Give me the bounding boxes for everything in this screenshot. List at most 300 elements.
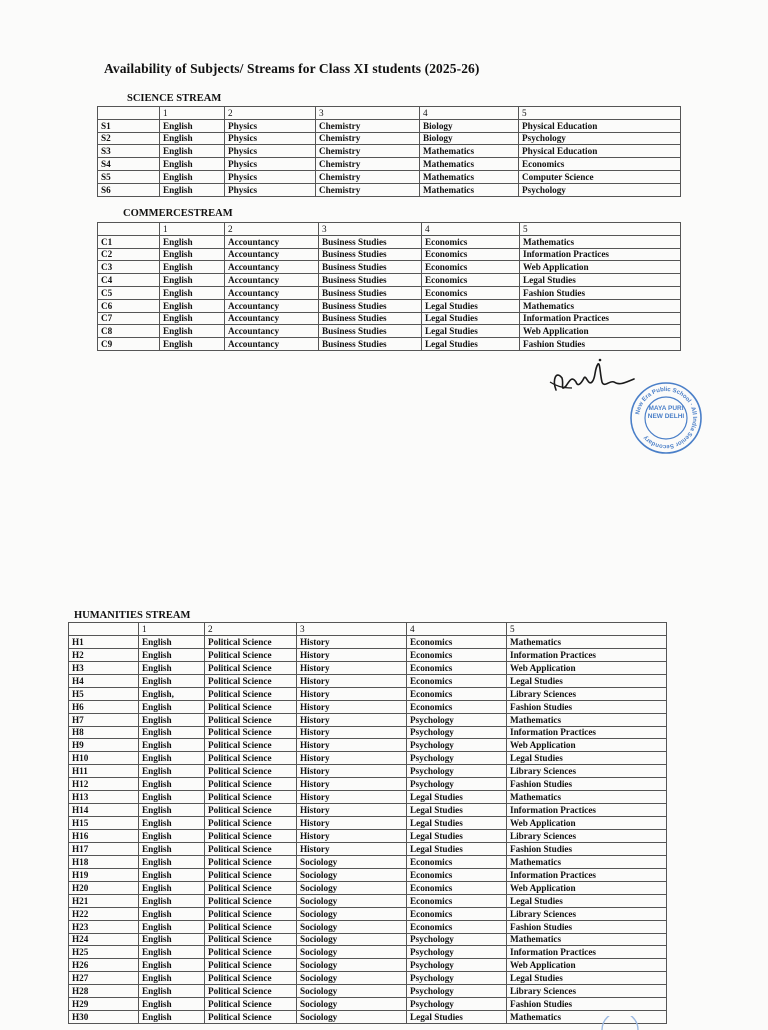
- subject-cell: Web Application: [507, 817, 667, 830]
- table-header-row: [69, 623, 667, 636]
- subject-cell: Web Application: [507, 959, 667, 972]
- subject-cell: Business Studies: [319, 325, 422, 338]
- subject-cell: Mathematics: [507, 791, 667, 804]
- subject-cell: Chemistry: [316, 158, 420, 171]
- table-row: [98, 312, 681, 325]
- subject-cell: Mathematics: [520, 299, 681, 312]
- table-row: [69, 959, 667, 972]
- subject-cell: History: [297, 635, 407, 648]
- column-header: 4: [420, 107, 519, 120]
- subject-cell: English: [160, 119, 225, 132]
- subject-cell: History: [297, 700, 407, 713]
- subject-cell: Library Sciences: [507, 687, 667, 700]
- subject-cell: Political Science: [205, 933, 297, 946]
- subject-cell: English: [139, 946, 205, 959]
- table-row: [98, 235, 681, 248]
- table-row: [69, 674, 667, 687]
- combination-code: H3: [69, 661, 139, 674]
- subject-cell: English: [139, 752, 205, 765]
- combination-code: C1: [98, 235, 160, 248]
- subject-cell: Accountancy: [225, 235, 319, 248]
- table-row: [69, 830, 667, 843]
- subject-cell: English: [160, 338, 225, 351]
- subject-cell: English: [139, 881, 205, 894]
- subject-cell: Accountancy: [225, 248, 319, 261]
- subject-cell: Political Science: [205, 959, 297, 972]
- table-row: [69, 998, 667, 1011]
- subject-cell: Political Science: [205, 907, 297, 920]
- subject-cell: English: [160, 325, 225, 338]
- subject-cell: Political Science: [205, 661, 297, 674]
- subject-cell: Mathematics: [507, 855, 667, 868]
- subject-cell: English: [139, 661, 205, 674]
- combination-code: H19: [69, 868, 139, 881]
- subject-cell: Economics: [407, 855, 507, 868]
- column-header: 2: [225, 107, 316, 120]
- subject-cell: Political Science: [205, 778, 297, 791]
- table-row: [69, 817, 667, 830]
- subject-cell: History: [297, 674, 407, 687]
- subject-cell: Legal Studies: [407, 791, 507, 804]
- subject-cell: Legal Studies: [507, 752, 667, 765]
- combination-code: H15: [69, 817, 139, 830]
- subject-cell: English: [139, 791, 205, 804]
- combination-code: H21: [69, 894, 139, 907]
- subject-cell: Business Studies: [319, 261, 422, 274]
- subject-cell: Accountancy: [225, 299, 319, 312]
- subject-cell: English: [139, 648, 205, 661]
- subject-cell: Mathematics: [507, 933, 667, 946]
- subject-cell: Political Science: [205, 765, 297, 778]
- subject-cell: Economics: [407, 881, 507, 894]
- subject-cell: English: [160, 158, 225, 171]
- subject-cell: Political Science: [205, 881, 297, 894]
- subject-cell: History: [297, 765, 407, 778]
- subject-cell: English: [139, 674, 205, 687]
- subject-cell: Economics: [407, 894, 507, 907]
- subject-cell: English: [160, 132, 225, 145]
- table-row: [98, 119, 681, 132]
- subject-cell: Web Application: [507, 739, 667, 752]
- subject-cell: Mathematics: [507, 635, 667, 648]
- subject-cell: Physics: [225, 183, 316, 196]
- subject-cell: English: [139, 907, 205, 920]
- subject-cell: English: [160, 145, 225, 158]
- subject-cell: English: [160, 248, 225, 261]
- combination-code: H12: [69, 778, 139, 791]
- subject-cell: Legal Studies: [507, 674, 667, 687]
- subject-cell: Political Science: [205, 752, 297, 765]
- subject-cell: English: [160, 235, 225, 248]
- humanities-stream-table: [68, 622, 667, 1024]
- subject-cell: Economics: [407, 674, 507, 687]
- table-row: [69, 791, 667, 804]
- subject-cell: Legal Studies: [422, 325, 520, 338]
- table-row: [98, 145, 681, 158]
- subject-cell: Psychology: [407, 765, 507, 778]
- table-row: [69, 855, 667, 868]
- subject-cell: Sociology: [297, 946, 407, 959]
- subject-cell: English: [139, 1011, 205, 1024]
- combination-code: H28: [69, 985, 139, 998]
- subject-cell: Sociology: [297, 881, 407, 894]
- subject-cell: Psychology: [407, 946, 507, 959]
- science-stream-table: [97, 106, 681, 197]
- subject-cell: Economics: [407, 868, 507, 881]
- combination-code: S3: [98, 145, 160, 158]
- subject-cell: Accountancy: [225, 286, 319, 299]
- column-header: 1: [139, 623, 205, 636]
- table-row: [69, 687, 667, 700]
- table-row: [98, 158, 681, 171]
- subject-cell: English: [139, 804, 205, 817]
- combination-code: S4: [98, 158, 160, 171]
- table-row: [69, 726, 667, 739]
- column-header: 5: [507, 623, 667, 636]
- subject-cell: Web Application: [520, 261, 681, 274]
- subject-cell: Economics: [422, 274, 520, 287]
- combination-code: H8: [69, 726, 139, 739]
- subject-cell: Information Practices: [507, 804, 667, 817]
- subject-cell: Sociology: [297, 868, 407, 881]
- table-row: [98, 286, 681, 299]
- subject-cell: Fashion Studies: [507, 998, 667, 1011]
- column-header: 4: [422, 223, 520, 236]
- table-row: [69, 881, 667, 894]
- subject-cell: Political Science: [205, 868, 297, 881]
- subject-cell: English: [139, 739, 205, 752]
- subject-cell: Information Practices: [520, 312, 681, 325]
- column-header: 3: [319, 223, 422, 236]
- subject-cell: Business Studies: [319, 286, 422, 299]
- table-row: [69, 648, 667, 661]
- subject-cell: Economics: [422, 261, 520, 274]
- commerce-stream-label: COMMERCESTREAM: [123, 208, 233, 219]
- subject-cell: Political Science: [205, 842, 297, 855]
- subject-cell: Political Science: [205, 635, 297, 648]
- subject-cell: Fashion Studies: [520, 338, 681, 351]
- subject-cell: Economics: [407, 687, 507, 700]
- subject-cell: Psychology: [407, 752, 507, 765]
- subject-cell: Mathematics: [420, 170, 519, 183]
- table-header-row: [98, 107, 681, 120]
- subject-cell: Chemistry: [316, 183, 420, 196]
- table-row: [69, 868, 667, 881]
- subject-cell: Political Science: [205, 700, 297, 713]
- subject-cell: Political Science: [205, 830, 297, 843]
- subject-cell: Psychology: [519, 132, 681, 145]
- subject-cell: Economics: [422, 235, 520, 248]
- subject-cell: English,: [139, 687, 205, 700]
- subject-cell: Political Science: [205, 648, 297, 661]
- subject-cell: History: [297, 687, 407, 700]
- combination-code: C3: [98, 261, 160, 274]
- subject-cell: English: [139, 778, 205, 791]
- subject-cell: English: [160, 274, 225, 287]
- table-row: [98, 274, 681, 287]
- subject-cell: Political Science: [205, 687, 297, 700]
- combination-code: H13: [69, 791, 139, 804]
- table-row: [69, 894, 667, 907]
- combination-code: H25: [69, 946, 139, 959]
- subject-cell: History: [297, 713, 407, 726]
- subject-cell: Psychology: [407, 998, 507, 1011]
- subject-cell: Information Practices: [507, 868, 667, 881]
- combination-code: C4: [98, 274, 160, 287]
- table-row: [69, 765, 667, 778]
- column-header: [69, 623, 139, 636]
- subject-cell: Web Application: [507, 881, 667, 894]
- subject-cell: Accountancy: [225, 338, 319, 351]
- commerce-stream-table: [97, 222, 681, 351]
- subject-cell: Political Science: [205, 674, 297, 687]
- subject-cell: Physics: [225, 145, 316, 158]
- subject-cell: Accountancy: [225, 261, 319, 274]
- subject-cell: Legal Studies: [407, 817, 507, 830]
- combination-code: H27: [69, 972, 139, 985]
- subject-cell: Chemistry: [316, 119, 420, 132]
- table-row: [69, 752, 667, 765]
- subject-cell: English: [139, 959, 205, 972]
- subject-cell: Legal Studies: [407, 830, 507, 843]
- subject-cell: History: [297, 804, 407, 817]
- subject-cell: History: [297, 752, 407, 765]
- subject-cell: Political Science: [205, 726, 297, 739]
- combination-code: C6: [98, 299, 160, 312]
- subject-cell: Biology: [420, 119, 519, 132]
- table-row: [69, 739, 667, 752]
- combination-code: C5: [98, 286, 160, 299]
- table-row: [69, 778, 667, 791]
- subject-cell: Mathematics: [420, 183, 519, 196]
- table-row: [69, 804, 667, 817]
- subject-cell: English: [139, 842, 205, 855]
- science-stream-label: SCIENCE STREAM: [127, 93, 222, 104]
- combination-code: S2: [98, 132, 160, 145]
- subject-cell: Sociology: [297, 998, 407, 1011]
- subject-cell: Political Science: [205, 920, 297, 933]
- combination-code: H4: [69, 674, 139, 687]
- subject-cell: Sociology: [297, 907, 407, 920]
- subject-cell: Political Science: [205, 804, 297, 817]
- subject-cell: Physics: [225, 132, 316, 145]
- subject-cell: Sociology: [297, 920, 407, 933]
- subject-cell: History: [297, 661, 407, 674]
- subject-cell: Chemistry: [316, 132, 420, 145]
- combination-code: C8: [98, 325, 160, 338]
- column-header: 2: [205, 623, 297, 636]
- subject-cell: Library Sciences: [507, 765, 667, 778]
- subject-cell: History: [297, 739, 407, 752]
- subject-cell: Library Sciences: [507, 907, 667, 920]
- table-row: [98, 132, 681, 145]
- subject-cell: Sociology: [297, 985, 407, 998]
- subject-cell: Mathematics: [520, 235, 681, 248]
- subject-cell: Economics: [407, 661, 507, 674]
- subject-cell: English: [160, 299, 225, 312]
- subject-cell: Fashion Studies: [507, 842, 667, 855]
- subject-cell: History: [297, 778, 407, 791]
- subject-cell: Chemistry: [316, 170, 420, 183]
- subject-cell: English: [139, 713, 205, 726]
- subject-cell: Physics: [225, 170, 316, 183]
- subject-cell: Economics: [519, 158, 681, 171]
- subject-cell: Sociology: [297, 855, 407, 868]
- table-row: [98, 170, 681, 183]
- subject-cell: Fashion Studies: [507, 700, 667, 713]
- subject-cell: English: [139, 817, 205, 830]
- table-row: [98, 261, 681, 274]
- subject-cell: Business Studies: [319, 312, 422, 325]
- table-row: [69, 972, 667, 985]
- subject-cell: Political Science: [205, 998, 297, 1011]
- combination-code: H6: [69, 700, 139, 713]
- subject-cell: Sociology: [297, 894, 407, 907]
- subject-cell: Information Practices: [520, 248, 681, 261]
- column-header: 1: [160, 107, 225, 120]
- column-header: 5: [520, 223, 681, 236]
- subject-cell: History: [297, 842, 407, 855]
- column-header: 5: [519, 107, 681, 120]
- subject-cell: History: [297, 648, 407, 661]
- subject-cell: English: [139, 998, 205, 1011]
- table-row: [69, 713, 667, 726]
- subject-cell: English: [160, 183, 225, 196]
- column-header: 3: [316, 107, 420, 120]
- subject-cell: Physics: [225, 158, 316, 171]
- combination-code: H11: [69, 765, 139, 778]
- subject-cell: Psychology: [407, 778, 507, 791]
- subject-cell: Mathematics: [507, 713, 667, 726]
- subject-cell: Information Practices: [507, 726, 667, 739]
- combination-code: H1: [69, 635, 139, 648]
- combination-code: H29: [69, 998, 139, 1011]
- subject-cell: English: [160, 312, 225, 325]
- subject-cell: Web Application: [507, 661, 667, 674]
- combination-code: H22: [69, 907, 139, 920]
- subject-cell: Legal Studies: [507, 972, 667, 985]
- subject-cell: Accountancy: [225, 325, 319, 338]
- subject-cell: Library Sciences: [507, 985, 667, 998]
- column-header: [98, 107, 160, 120]
- combination-code: H24: [69, 933, 139, 946]
- subject-cell: Mathematics: [420, 158, 519, 171]
- column-header: [98, 223, 160, 236]
- column-header: 2: [225, 223, 319, 236]
- combination-code: H17: [69, 842, 139, 855]
- subject-cell: English: [139, 855, 205, 868]
- subject-cell: Physical Education: [519, 119, 681, 132]
- table-row: [69, 1011, 667, 1024]
- subject-cell: Psychology: [407, 972, 507, 985]
- subject-cell: History: [297, 726, 407, 739]
- table-row: [69, 933, 667, 946]
- subject-cell: History: [297, 830, 407, 843]
- table-row: [69, 661, 667, 674]
- combination-code: S5: [98, 170, 160, 183]
- subject-cell: Political Science: [205, 791, 297, 804]
- subject-cell: Psychology: [407, 726, 507, 739]
- page-title: Availability of Subjects/ Streams for Class XI students (2025-26): [104, 61, 480, 76]
- subject-cell: Library Sciences: [507, 830, 667, 843]
- subject-cell: Economics: [422, 286, 520, 299]
- subject-cell: Business Studies: [319, 338, 422, 351]
- combination-code: S1: [98, 119, 160, 132]
- subject-cell: History: [297, 791, 407, 804]
- subject-cell: English: [139, 700, 205, 713]
- subject-cell: Legal Studies: [520, 274, 681, 287]
- subject-cell: Political Science: [205, 855, 297, 868]
- subject-cell: Web Application: [520, 325, 681, 338]
- subject-cell: Economics: [407, 920, 507, 933]
- combination-code: H30: [69, 1011, 139, 1024]
- table-row: [69, 985, 667, 998]
- subject-cell: English: [139, 830, 205, 843]
- combination-code: H18: [69, 855, 139, 868]
- subject-cell: Psychology: [407, 933, 507, 946]
- table-row: [69, 907, 667, 920]
- subject-cell: English: [139, 985, 205, 998]
- table-row: [98, 248, 681, 261]
- combination-code: H20: [69, 881, 139, 894]
- column-header: 1: [160, 223, 225, 236]
- subject-cell: Business Studies: [319, 248, 422, 261]
- subject-cell: English: [139, 920, 205, 933]
- combination-code: C7: [98, 312, 160, 325]
- combination-code: H10: [69, 752, 139, 765]
- subject-cell: English: [139, 894, 205, 907]
- subject-cell: Psychology: [407, 985, 507, 998]
- combination-code: H9: [69, 739, 139, 752]
- table-row: [98, 183, 681, 196]
- subject-cell: Legal Studies: [422, 312, 520, 325]
- subject-cell: Sociology: [297, 933, 407, 946]
- subject-cell: Information Practices: [507, 648, 667, 661]
- subject-cell: Political Science: [205, 739, 297, 752]
- combination-code: H23: [69, 920, 139, 933]
- table-row: [69, 700, 667, 713]
- humanities-stream-label: HUMANITIES STREAM: [74, 610, 191, 621]
- subject-cell: Biology: [420, 132, 519, 145]
- column-header: 3: [297, 623, 407, 636]
- subject-cell: Sociology: [297, 972, 407, 985]
- subject-cell: Mathematics: [420, 145, 519, 158]
- table-row: [69, 946, 667, 959]
- subject-cell: Legal Studies: [422, 338, 520, 351]
- subject-cell: Computer Science: [519, 170, 681, 183]
- svg-text:New Era Public School · All In: New Era Public School · All India Senior Secondary: [635, 386, 698, 450]
- subject-cell: Fashion Studies: [507, 778, 667, 791]
- table-row: [69, 920, 667, 933]
- subject-cell: English: [139, 868, 205, 881]
- subject-cell: English: [139, 726, 205, 739]
- subject-cell: Political Science: [205, 985, 297, 998]
- subject-cell: Economics: [422, 248, 520, 261]
- subject-cell: Political Science: [205, 713, 297, 726]
- subject-cell: Political Science: [205, 972, 297, 985]
- subject-cell: English: [139, 765, 205, 778]
- subject-cell: Political Science: [205, 894, 297, 907]
- subject-cell: Mathematics: [507, 1011, 667, 1024]
- subject-cell: Political Science: [205, 946, 297, 959]
- subject-cell: Economics: [407, 907, 507, 920]
- subject-cell: Physical Education: [519, 145, 681, 158]
- combination-code: H14: [69, 804, 139, 817]
- subject-cell: Business Studies: [319, 299, 422, 312]
- subject-cell: Economics: [407, 648, 507, 661]
- subject-cell: Sociology: [297, 1011, 407, 1024]
- combination-code: H7: [69, 713, 139, 726]
